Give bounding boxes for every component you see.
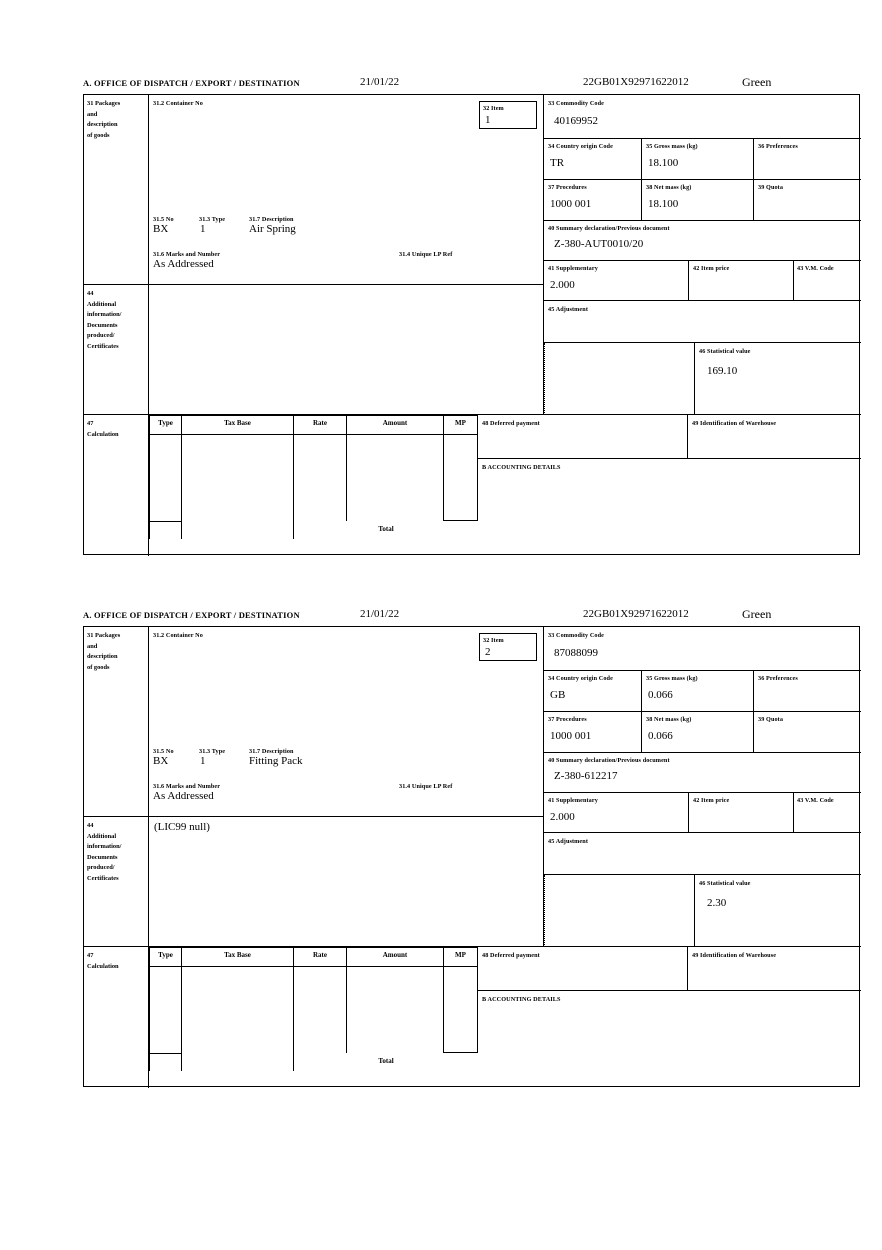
declaration-date: 21/01/22 — [360, 76, 400, 88]
declaration-grid — [83, 94, 860, 555]
commodity-code-value-2: 87088099 — [554, 647, 598, 659]
calc-col-rate — [294, 435, 347, 521]
box-44-label-cell-2 — [84, 817, 149, 947]
box-43-vm-code-cell-2 — [794, 793, 861, 833]
calc-header-mp — [444, 415, 478, 435]
calc-total-cell — [294, 521, 478, 539]
box-41-supplementary-cell-2 — [544, 793, 689, 833]
box-43-label-2: 43 V.M. Code — [797, 797, 834, 804]
calc-header-type — [149, 415, 182, 435]
goods-description-value: Air Spring — [249, 223, 296, 235]
box-40-label: 40 Summary declaration/Previous document — [548, 225, 670, 232]
calc-col-mp — [444, 435, 478, 521]
calc-header-type-label: Type — [158, 419, 173, 427]
calc-header-taxbase — [182, 415, 294, 435]
box-39-quota-cell — [754, 180, 861, 221]
mrn-number: 22GB01X92971622012 — [583, 76, 689, 88]
box-47-label-cell-2 — [84, 947, 149, 1088]
box-38-net-mass-cell — [642, 180, 754, 221]
box-31-label-line-0: 31 Packages — [87, 100, 121, 107]
box-42-item-price-cell-2 — [689, 793, 794, 833]
box-31-3-label-2: 31.3 Type — [199, 748, 226, 755]
box-31-6-label: 31.6 Marks and Number — [153, 251, 221, 258]
box-38-label: 38 Net mass (kg) — [646, 184, 692, 191]
box-44-label-line-5-2: Certificates — [87, 874, 119, 882]
office-of-dispatch-label: A. OFFICE OF DISPATCH / EXPORT / DESTINATION — [83, 78, 300, 88]
calc-header-amount-2 — [347, 947, 444, 967]
box-33-label: 33 Commodity Code — [548, 100, 605, 107]
calc-header-amount-label-2: Amount — [382, 951, 408, 959]
box-47-label-line-1-2: Calculation — [87, 962, 119, 970]
box-35-gross-mass-cell — [642, 139, 754, 180]
box-31-label-cell-2 — [84, 627, 149, 817]
box-31-6-label-2: 31.6 Marks and Number — [153, 783, 221, 790]
box-42-label: 42 Item price — [693, 265, 730, 272]
calc-col-rate-2 — [294, 967, 347, 1053]
box-35-label: 35 Gross mass (kg) — [646, 143, 698, 150]
declaration-grid-2 — [83, 626, 860, 1087]
declaration-date-2: 21/01/22 — [360, 608, 400, 620]
box-41-supplementary-cell — [544, 261, 689, 301]
box-31-2-label-2: 31.2 Container No — [153, 632, 203, 639]
package-no-value-2: BX — [153, 755, 169, 767]
calc-col-amount — [347, 435, 444, 521]
package-type-value-2: 1 — [200, 755, 206, 767]
box-34-label: 34 Country origin Code — [548, 143, 613, 150]
box-47-label-line-0-2: 47 — [87, 952, 94, 959]
box-43-vm-code-cell — [794, 261, 861, 301]
mrn-number-2: 22GB01X92971622012 — [583, 608, 689, 620]
box-34-country-origin-cell-2 — [544, 671, 642, 712]
box-33-commodity-cell — [544, 95, 861, 139]
box-37-label: 37 Procedures — [548, 184, 587, 191]
gross-mass-value-2: 0.066 — [648, 689, 673, 701]
box-40-previous-document-cell — [544, 221, 861, 261]
box-31-5-label-2: 31.5 No — [153, 748, 174, 755]
previous-document-value-2: Z-380-612217 — [554, 770, 618, 782]
box-33-commodity-cell-2 — [544, 627, 861, 671]
calc-total-taxbase-cell — [182, 521, 294, 539]
box-40-label-2: 40 Summary declaration/Previous document — [548, 757, 670, 764]
box-b-accounting-details-cell — [478, 459, 861, 556]
box-46-statistical-value-cell-2 — [694, 875, 861, 947]
box-45-adjustment-cell-2 — [544, 833, 861, 875]
box-49-label: 49 Identification of Warehouse — [692, 420, 777, 427]
box-31-label-line-1-2: and — [87, 642, 98, 650]
box-34-label-2: 34 Country origin Code — [548, 675, 613, 682]
box-39-label-2: 39 Quota — [758, 716, 784, 723]
box-46-label: 46 Statistical value — [699, 348, 751, 355]
calc-header-type-2 — [149, 947, 182, 967]
box-38-label-2: 38 Net mass (kg) — [646, 716, 692, 723]
calc-header-amount-label: Amount — [382, 419, 408, 427]
box-31-label-line-3: of goods — [87, 131, 110, 139]
statistical-value: 169.10 — [707, 365, 738, 377]
box-31-7-label-2: 31.7 Description — [249, 748, 294, 755]
box-44-label-cell — [84, 285, 149, 415]
box-31-label-line-0-2: 31 Packages — [87, 632, 121, 639]
gross-mass-value: 18.100 — [648, 157, 679, 169]
box-48-deferred-payment-cell — [478, 415, 688, 459]
box-49-warehouse-cell — [688, 415, 861, 459]
box-31-7-label: 31.7 Description — [249, 216, 294, 223]
calc-total-type-cell — [149, 521, 182, 539]
box-36-label: 36 Preferences — [758, 143, 798, 150]
calc-total-type-cell-2 — [149, 1053, 182, 1071]
country-origin-value-2: GB — [550, 689, 566, 701]
box-45-adjustment-cell — [544, 301, 861, 343]
calc-header-rate — [294, 415, 347, 435]
box-46-dotted-divider — [544, 343, 545, 415]
box-31-label-line-3-2: of goods — [87, 663, 110, 671]
box-35-label-2: 35 Gross mass (kg) — [646, 675, 698, 682]
calc-total-label-2: Total — [378, 1057, 394, 1065]
commodity-code-value: 40169952 — [554, 115, 598, 127]
net-mass-value-2: 0.066 — [648, 730, 673, 742]
box-44-label-line-5: Certificates — [87, 342, 119, 350]
box-44-label-line-4-2: produced/ — [87, 864, 115, 871]
procedures-value: 1000 001 — [550, 198, 592, 210]
box-46-statistical-value-cell — [694, 343, 861, 415]
box-b-label-2: B ACCOUNTING DETAILS — [482, 996, 561, 1003]
box-31-4-label-2: 31.4 Unique LP Ref — [399, 783, 453, 790]
box-47-label-line-0: 47 — [87, 420, 94, 427]
box-36-preferences-cell — [754, 139, 861, 180]
additional-information-value-2: (LIC99 null) — [154, 821, 210, 833]
box-32-item-cell-2 — [479, 633, 537, 661]
box-43-label: 43 V.M. Code — [797, 265, 834, 272]
box-b-label: B ACCOUNTING DETAILS — [482, 464, 561, 471]
office-of-dispatch-label-2: A. OFFICE OF DISPATCH / EXPORT / DESTINATION — [83, 610, 300, 620]
box-31-4-label: 31.4 Unique LP Ref — [399, 251, 453, 258]
calc-total-cell-2 — [294, 1053, 478, 1071]
calc-col-amount-2 — [347, 967, 444, 1053]
form-header-2 — [83, 607, 862, 626]
calc-header-mp-2 — [444, 947, 478, 967]
route-lane-2: Green — [742, 607, 772, 621]
calc-header-taxbase-label: Tax Base — [224, 419, 251, 427]
box-48-deferred-payment-cell-2 — [478, 947, 688, 991]
package-type-value: 1 — [200, 223, 206, 235]
box-46-label-2: 46 Statistical value — [699, 880, 751, 887]
box-45-label: 45 Adjustment — [548, 306, 588, 313]
calc-col-taxbase-2 — [182, 967, 294, 1053]
marks-and-number-value-2: As Addressed — [153, 790, 214, 802]
calc-col-mp-2 — [444, 967, 478, 1053]
country-origin-value: TR — [550, 157, 565, 169]
box-47-label-cell — [84, 415, 149, 556]
box-31-label-line-2-2: description — [87, 653, 118, 660]
box-41-label: 41 Supplementary — [548, 265, 598, 272]
box-44-label-line-3: Documents — [87, 321, 118, 329]
box-49-label-2: 49 Identification of Warehouse — [692, 952, 777, 959]
box-37-procedures-cell-2 — [544, 712, 642, 753]
calc-col-taxbase — [182, 435, 294, 521]
box-46-dotted-divider-2 — [544, 875, 545, 947]
box-42-label-2: 42 Item price — [693, 797, 730, 804]
box-31-label-line-1: and — [87, 110, 98, 118]
box-48-label: 48 Deferred payment — [482, 420, 540, 427]
box-44-additional-info-cell — [149, 285, 544, 415]
calc-header-mp-label: MP — [455, 419, 466, 427]
box-34-country-origin-cell — [544, 139, 642, 180]
box-32-label: 32 Item — [483, 105, 504, 112]
calc-header-rate-2 — [294, 947, 347, 967]
box-49-warehouse-cell-2 — [688, 947, 861, 991]
declaration-form-item-2 — [83, 607, 862, 1087]
declaration-form-item-1 — [83, 75, 862, 555]
box-45-label-2: 45 Adjustment — [548, 838, 588, 845]
box-41-label-2: 41 Supplementary — [548, 797, 598, 804]
calc-header-mp-label-2: MP — [455, 951, 466, 959]
box-39-label: 39 Quota — [758, 184, 784, 191]
calc-header-type-label-2: Type — [158, 951, 173, 959]
box-44-label-line-2: information/ — [87, 311, 122, 318]
package-no-value: BX — [153, 223, 169, 235]
supplementary-value: 2.000 — [550, 279, 575, 291]
route-lane: Green — [742, 75, 772, 89]
box-47-label-line-1: Calculation — [87, 430, 119, 438]
calc-col-type — [149, 435, 182, 521]
calc-header-rate-label: Rate — [313, 419, 327, 427]
net-mass-value: 18.100 — [648, 198, 679, 210]
box-44-label-line-3-2: Documents — [87, 853, 118, 861]
box-b-accounting-details-cell-2 — [478, 991, 861, 1088]
box-44-label-line-0: 44 — [87, 290, 94, 297]
calc-col-type-2 — [149, 967, 182, 1053]
statistical-value-2: 2.30 — [707, 897, 727, 909]
previous-document-value: Z-380-AUT0010/20 — [554, 238, 644, 250]
item-number-value: 1 — [485, 114, 491, 126]
calc-header-amount — [347, 415, 444, 435]
calc-header-taxbase-2 — [182, 947, 294, 967]
procedures-value-2: 1000 001 — [550, 730, 592, 742]
box-32-item-cell — [479, 101, 537, 129]
supplementary-value-2: 2.000 — [550, 811, 575, 823]
box-36-preferences-cell-2 — [754, 671, 861, 712]
box-42-item-price-cell — [689, 261, 794, 301]
box-37-label-2: 37 Procedures — [548, 716, 587, 723]
box-44-label-line-2-2: information/ — [87, 843, 122, 850]
box-31-3-label: 31.3 Type — [199, 216, 226, 223]
box-37-procedures-cell — [544, 180, 642, 221]
item-number-value-2: 2 — [485, 646, 491, 658]
form-header — [83, 75, 862, 94]
calc-header-taxbase-label-2: Tax Base — [224, 951, 251, 959]
calc-header-rate-label-2: Rate — [313, 951, 327, 959]
box-48-label-2: 48 Deferred payment — [482, 952, 540, 959]
box-36-label-2: 36 Preferences — [758, 675, 798, 682]
calc-total-label: Total — [378, 525, 394, 533]
box-44-label-line-4: produced/ — [87, 332, 115, 339]
box-31-label-cell — [84, 95, 149, 285]
box-38-net-mass-cell-2 — [642, 712, 754, 753]
box-40-previous-document-cell-2 — [544, 753, 861, 793]
marks-and-number-value: As Addressed — [153, 258, 214, 270]
box-44-label-line-1: Additional — [87, 300, 117, 308]
box-35-gross-mass-cell-2 — [642, 671, 754, 712]
box-32-label-2: 32 Item — [483, 637, 504, 644]
box-31-2-label: 31.2 Container No — [153, 100, 203, 107]
box-44-additional-info-cell-2 — [149, 817, 544, 947]
box-44-label-line-1-2: Additional — [87, 832, 117, 840]
goods-description-value-2: Fitting Pack — [249, 755, 303, 767]
calc-total-taxbase-cell-2 — [182, 1053, 294, 1071]
box-31-5-label: 31.5 No — [153, 216, 174, 223]
box-44-label-line-0-2: 44 — [87, 822, 94, 829]
box-31-label-line-2: description — [87, 121, 118, 128]
box-33-label-2: 33 Commodity Code — [548, 632, 605, 639]
box-39-quota-cell-2 — [754, 712, 861, 753]
